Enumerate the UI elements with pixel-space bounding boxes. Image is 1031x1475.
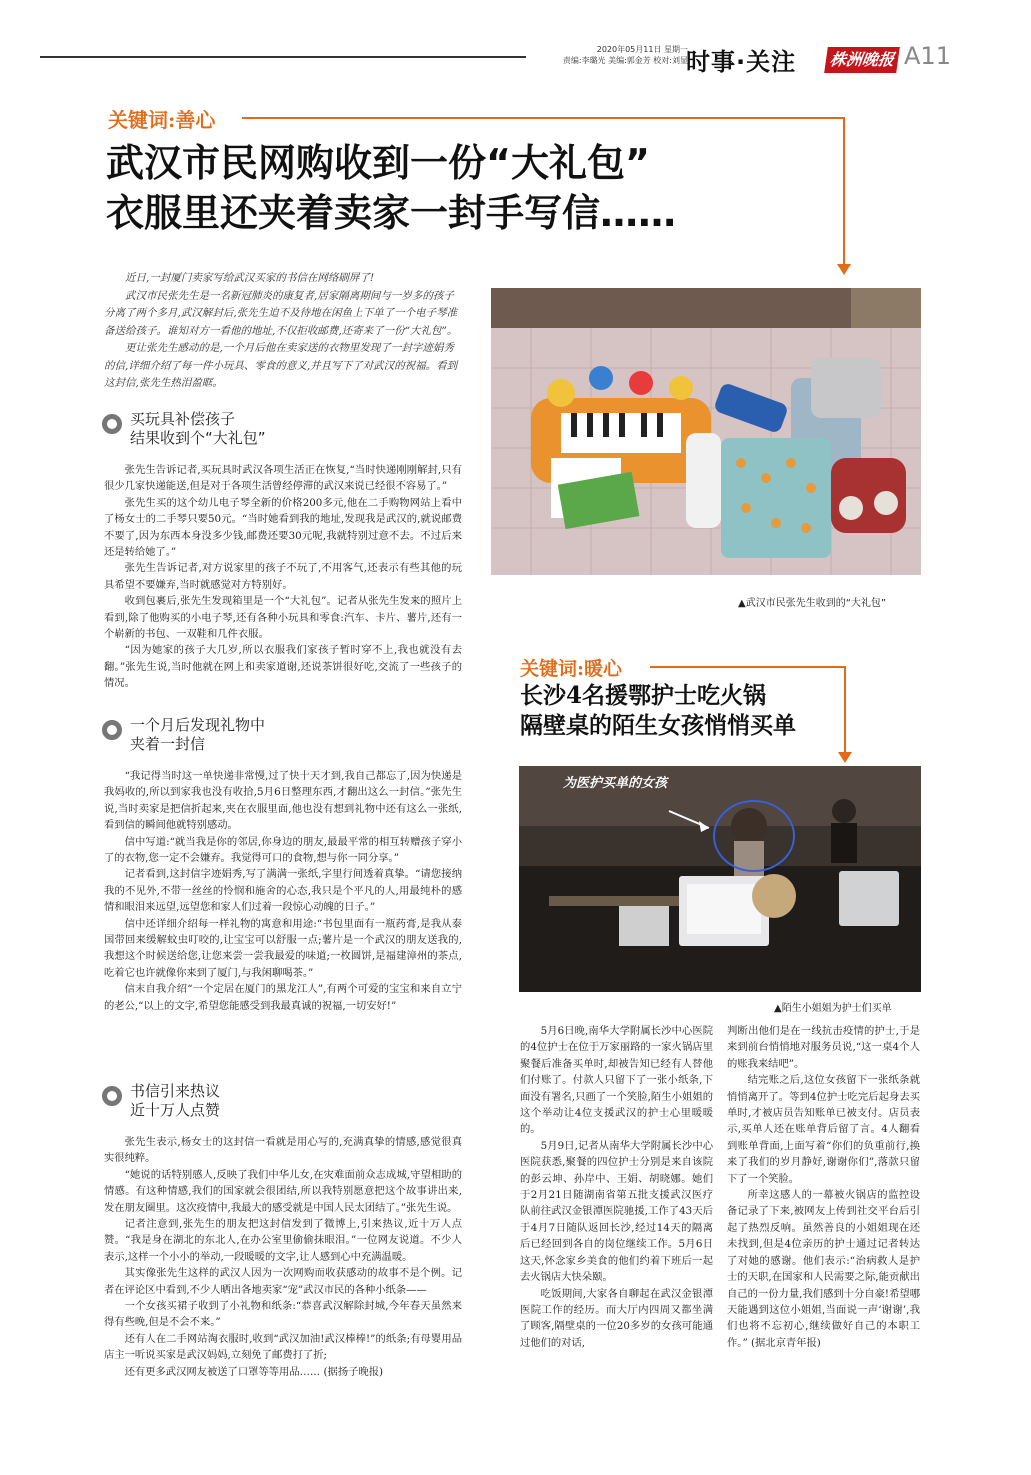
story2-headline-line2: 隔壁桌的陌生女孩悄悄买单 (520, 712, 796, 739)
hotpot-restaurant-illustration (519, 766, 921, 992)
body-paragraph: 信中写道:“就当我是你的邻居,你身边的朋友,最最平常的相互转赠孩子穿小了的衣物,您一定不会嫌弃。我觉得可口的食物,想与你一同分享。” (104, 835, 462, 865)
body-paragraph: 5月6日晚,南华大学附属长沙中心医院的4位护士在位于万家丽路的一家火锅店里聚餐后准备买单时,却被告知已经有人替他们付账了。付款人只留下了一张小纸条,下面没有署名,只画了一个笑脸,陌生小姐姐的这个举动让4位支援武汉的护士心里暖暖的。 (520, 1025, 713, 1136)
gift-package-illustration (491, 288, 921, 575)
editor-credits: 责编:李璐光 美编:郭金芳 校对:刘显 (562, 56, 688, 65)
story2-column2 (727, 1023, 920, 1351)
story2-orange-rule (650, 666, 846, 668)
story1-headline-line2: 衣服里还夹着卖家一封手写信…… (106, 191, 677, 235)
story1-orange-vertical (843, 117, 845, 265)
header-rule (40, 56, 526, 58)
body-paragraph: 还有人在二手网站淘衣服时,收到“武汉加油!武汉棒棒!”的纸条;有母婴用品店主一听说买家是武汉妈妈,立刻免了邮费打了折; (104, 1332, 462, 1362)
story1-keyword: 关键词:善心 (108, 108, 216, 132)
photo-annotation: 为医护买单的女孩 (563, 776, 668, 791)
lead-paragraph: 近日,一封厦门卖家写给武汉买家的书信在网络刷屏了! (125, 272, 375, 284)
subheading-line: 夹着一封信 (130, 735, 206, 753)
subheading-3 (102, 1082, 220, 1120)
story1-section3 (104, 1134, 462, 1380)
story2-headline-line1: 长沙4名援鄂护士吃火锅 (520, 682, 767, 709)
story1-arrow-icon (837, 264, 851, 275)
newspaper-logo: 株洲晚报 (824, 47, 900, 73)
body-paragraph: 张先生买的这个幼儿电子琴全新的价格200多元,他在二手购物网站上看中了杨女士的二手琴只要50元。“当时她看到我的地址,发现我是武汉的,就说邮费不要了,因为东西本身没多少钱,邮费还要30元呢,我就特别过意不去。不过后来还是转给她了。” (104, 496, 462, 559)
lead-paragraph: 武汉市民张先生是一名新冠肺炎的康复者,居家隔离期间与一岁多的孩子分离了两个多月,武汉解封后,张先生迫不及待地在闲鱼上下单了一个电子琴准备送给孩子。谁知对方一看他的地址,不仅拒收邮费,还寄来了一份“大礼包”。 (104, 289, 458, 337)
body-paragraph: “我记得当时这一单快递非常慢,过了快十天才到,我自己都忘了,因为快递是我妈收的,所以到家我也没有收拾,5月6日整理东西,才翻出这么一封信。”张先生说,当时卖家是把信折起来,夹在衣服里面,他也没有想到礼物中还有这么一张纸,看到信的瞬间他就特别感动。 (104, 770, 462, 832)
bullet-ring-icon (102, 414, 122, 434)
body-paragraph: 记者看到,这封信字迹娟秀,写了满满一张纸,字里行间透着真挚。“请您接纳我的不见外,不带一丝丝的怜悯和施舍的心态,我只是个平凡的人,用最纯朴的感情和眼泪来远望,远望您和家人们过着一段惊心动魄的日子。” (104, 868, 462, 914)
subheading-line: 结果收到个“大礼包” (130, 429, 266, 447)
page-number: A11 (904, 42, 951, 70)
section-title: 时事·关注 (686, 48, 797, 76)
story1-section1 (104, 462, 462, 692)
subheading-line: 书信引来热议 (130, 1082, 221, 1100)
body-paragraph: 记者注意到,张先生的朋友把这封信发到了微博上,引来热议,近十万人点赞。“我是身在湖北的东北人,在办公室里偷偷抹眼泪。”一位网友说道。不少人表示,这样一个小小的举动,一段暖暖的文字,让人感到心中充满温暖。 (104, 1218, 462, 1263)
subheading-line: 买玩具补偿孩子 (130, 410, 236, 428)
story2-arrow-icon (838, 752, 852, 763)
body-paragraph: 收到包裹后,张先生发现箱里是一个“大礼包”。记者从张先生发来的照片上看到,除了他购买的小电子琴,还有各种小玩具和零食:汽车、卡片、薯片,还有一个崭新的书包、一双鞋和几件衣服。 (104, 595, 462, 641)
body-paragraph: 张先生表示,杨女士的这封信一看就是用心写的,充满真挚的情感,感觉很真实很纯粹。 (104, 1136, 462, 1165)
story2-orange-vertical (844, 666, 846, 754)
body-paragraph: 张先生告诉记者,对方说家里的孩子不玩了,不用客气,还表示有些其他的玩具希望不要嫌弃,当时就感觉对方特别好。 (104, 562, 462, 591)
bullet-ring-icon (102, 1086, 122, 1106)
body-paragraph: 判断出他们是在一线抗击疫情的护士,于是来到前台悄悄地对服务员说,“这一桌4个人的账我来结吧”。 (727, 1025, 920, 1070)
body-paragraph: 其实像张先生这样的武汉人因为一次网购而收获感动的故事不是个例。记者在评论区中看到,不少人晒出各地卖家“宠”武汉市民的各种小纸条—— (104, 1267, 462, 1296)
body-paragraph: 信末自我介绍“一个定居在厦门的黑龙江人”,有两个可爱的宝宝和来自立宁的老公,“以上的文字,希望您能感受到我最真诚的祝福,一切安好!” (104, 983, 462, 1012)
lead-paragraph: 更让张先生感动的是,一个月后他在卖家送的衣物里发现了一封字迹娟秀的信,详细介绍了每一件小玩具、零食的意义,并且写下了对武汉的祝福。看到这封信,张先生热泪盈眶。 (104, 342, 458, 389)
subheading-line: 近十万人点赞 (130, 1101, 221, 1119)
body-paragraph: “因为她家的孩子大几岁,所以衣服我们家孩子暂时穿不上,我也就没有去翻。”张先生说,当时他就在网上和卖家道谢,还说茶饼很好吃,交流了一些孩子的情况。 (104, 644, 462, 690)
body-paragraph: 一个女孩买裙子收到了小礼物和纸条:“恭喜武汉解除封城,今年春天虽然来得有些晚,但是不会不来。” (104, 1300, 462, 1329)
body-paragraph: 5月9日,记者从南华大学附属长沙中心医院获悉,聚餐的四位护士分别是来自该院的彭云坤、孙岸中、王娟、胡晓娜。她们于2月21日随湖南省第五批支援武汉医疗队前往武汉金银潭医院驰援,工作了43天后于4月7日随队返回长沙,经过14天的隔离后已经回到各自的岗位继续工作。5月6日这天,怀念家乡美食的他们约着下班后一起去火锅店大快朵颐。 (520, 1139, 713, 1284)
story1-lead (104, 270, 462, 393)
story2-photo-caption: ▲陌生小姐姐为护士们买单 (774, 1003, 892, 1014)
subheading-line: 一个月后发现礼物中 (130, 716, 266, 734)
story2-keyword: 关键词:暖心 (520, 658, 623, 680)
issue-date: 2020年05月11日 星期一 (596, 45, 688, 54)
body-paragraph: 张先生告诉记者,买玩具时武汉各项生活正在恢复,“当时快递刚刚解封,只有很少几家快递能送,但是对于各项生活曾经停滞的武汉来说已经很不容易了。” (104, 464, 462, 493)
gift-package-photo (491, 288, 921, 575)
body-paragraph: 结完账之后,这位女孩留下一张纸条就悄悄离开了。等到4位护士吃完后起身去买单时,才被店员告知账单已被支付。店员表示,买单人还在账单背后留了言。4人翻看到账单背面,上面写着“你们的负重前行,换来了我们的岁月静好,谢谢你们”,落款只留下了一个笑脸。 (727, 1074, 920, 1185)
story1-headline-line1: 武汉市民网购收到一份“大礼包” (106, 141, 650, 185)
body-paragraph: 吃饭期间,大家各自聊起在武汉金银潭医院工作的经历。而大厅内四周又都坐满了顾客,隔壁桌的一位20多岁的女孩可能通过他们的对话, (520, 1287, 713, 1349)
story2-column1 (520, 1023, 713, 1351)
hotpot-cctv-photo (519, 766, 921, 992)
header-meta (528, 44, 688, 66)
body-paragraph: 信中还详细介绍每一样礼物的寓意和用途:“书包里面有一瓶药膏,是我从泰国带回来缓解蚊虫叮咬的,让宝宝可以舒服一点;薯片是一个武汉的朋友送我的,我想这个时候送给您,让您来尝一尝我最爱的味道;一枚圆饼,是福建漳州的茶点,吃着它也许就像你来到了厦门,与我闲聊喝茶。” (104, 917, 462, 979)
story1-orange-rule (242, 117, 845, 119)
subheading-2 (102, 716, 265, 754)
story1-section2 (104, 768, 462, 1014)
body-paragraph: 所幸这感人的一幕被火锅店的监控设备记录了下来,被网友上传到社交平台后引起了热烈反响。虽然善良的小姐姐现在还未找到,但是4位亲历的护士通过记者转达了对她的感谢。他们表示:“治病救人是护士的天职,在国家和人民需要之际,能贡献出自己的一份力量,我们感到十分自豪!希望哪天能遇到这位小姐姐,当面说一声‘谢谢’,我们也将不忘初心,继续做好自己的本职工作。” (据北京青年报) (727, 1189, 920, 1349)
subheading-1 (102, 410, 266, 448)
body-paragraph: “她说的话特别感人,反映了我们中华儿女,在灾难面前众志成城,守望相助的情感。有这种情感,我们的国家就会很团结,所以我特别愿意把这个故事讲出来,发在朋友圈里。这次疫情中,我最大的感受就是中国人民太团结了。”张先生说。 (104, 1168, 462, 1214)
body-paragraph: 还有更多武汉网友被送了口罩等等用品…… (据扬子晚报) (124, 1365, 384, 1378)
story1-photo-caption: ▲武汉市民张先生收到的“大礼包” (738, 598, 887, 609)
bullet-ring-icon (102, 720, 122, 740)
